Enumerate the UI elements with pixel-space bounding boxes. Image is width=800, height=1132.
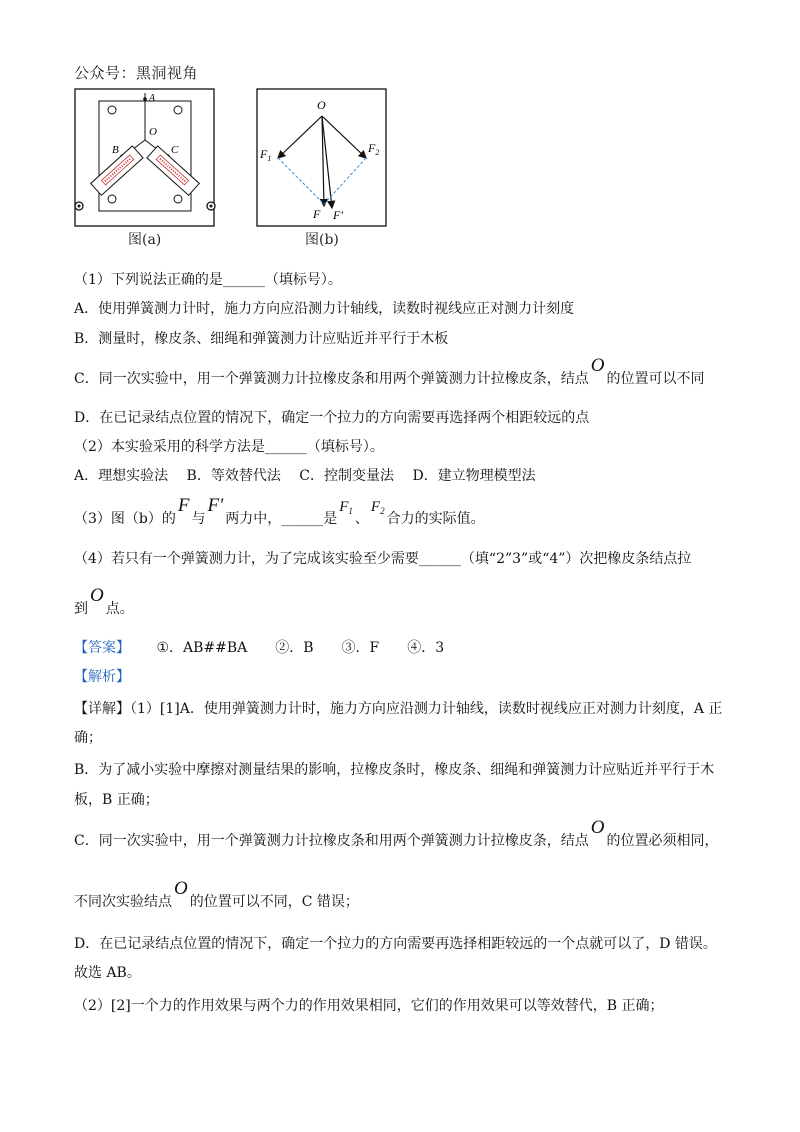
analysis-tag: 【解析】: [74, 669, 130, 685]
q4-line2: 到O点。: [74, 585, 134, 617]
figure-b: [256, 88, 388, 228]
answer-tag: 【答案】: [74, 640, 130, 656]
label-a: A: [149, 93, 156, 104]
watermark: 公众号：黑洞视角: [74, 64, 199, 82]
detail-p6: 故选 AB。: [74, 965, 141, 981]
figure-b-caption: 图(b): [305, 232, 339, 248]
q1-option-b: B．测量时，橡皮条、细绳和弹簧测力计应贴近并平行于木板: [74, 331, 449, 347]
detail-p4: 不同次实验结点O的位置可以不同，C 错误；: [74, 878, 359, 910]
label-b: B: [112, 144, 119, 156]
q1-option-d: D．在已记录结点位置的情况下，确定一个拉力的方向需要再选择两个相距较远的点: [74, 410, 590, 426]
label-o: O: [149, 126, 157, 138]
detail-p5: D．在已记录结点位置的情况下，确定一个拉力的方向需要再选择相距较远的一个点就可以了，D 错误。: [74, 936, 717, 952]
label-f1: $F_1$: [260, 147, 272, 163]
label-o: O: [317, 98, 326, 112]
label-f2: $F_2$: [368, 141, 380, 157]
label-c: C: [171, 144, 179, 156]
detail-p7: （2）[2]一个力的作用效果与两个力的作用效果相同，它们的作用效果可以等效替代，B 正确；: [74, 998, 664, 1014]
detail-p3: C．同一次实验中，用一个弹簧测力计拉橡皮条和用两个弹簧测力计拉橡皮条，结点O的位置必须相同，: [74, 817, 719, 849]
detail-p1b: 确；: [74, 730, 102, 746]
answer-line: [74, 638, 444, 658]
answer-items: ①．AB##BA ②．B ③．F ④．3: [156, 640, 445, 656]
symbol-o: O: [590, 355, 605, 376]
figure-a-drawing: [74, 88, 216, 228]
label-f: F: [313, 207, 321, 221]
q1-option-c: C．同一次实验中，用一个弹簧测力计拉橡皮条和用两个弹簧测力计拉橡皮条，结点O的位置可以不同: [74, 355, 705, 387]
detail-p2: B．为了减小实验中摩擦对测量结果的影响，拉橡皮条时，橡皮条、细绳和弹簧测力计应贴近并平行于木: [74, 762, 715, 778]
q1-stem: （1）下列说法正确的是______（填标号）。: [74, 272, 342, 288]
figure-b-drawing: [256, 88, 388, 228]
q3-stem: （3）图（b）的F与F′两力中，______是$F_1$ 、$F_2$ 合力的实际值。: [74, 495, 485, 527]
analysis-line: [74, 667, 130, 687]
q1-option-a: A．使用弹簧测力计时，施力方向应沿测力计轴线，读数时视线应正对测力计刻度: [74, 301, 575, 317]
figure-a: [74, 88, 216, 228]
figure-a-caption: 图(a): [128, 232, 162, 248]
label-f-prime: F′: [333, 208, 343, 222]
q2-stem: （2）本实验采用的科学方法是______（填标号）。: [74, 439, 384, 455]
detail-p1: 【详解】（1）[1]A．使用弹簧测力计时，施力方向应沿测力计轴线，读数时视线应正对测力计刻度，A 正: [74, 701, 723, 717]
detail-p2b: 板，B 正确；: [74, 792, 159, 808]
q4-line1: （4）若只有一个弹簧测力计，为了完成该实验至少需要______（填“2”3”或“4”）次把橡皮条结点拉: [74, 551, 692, 567]
detail-tag: 【详解】: [74, 701, 130, 717]
q2-options: A．理想实验法 B．等效替代法 C．控制变量法 D．建立物理模型法: [74, 468, 536, 484]
